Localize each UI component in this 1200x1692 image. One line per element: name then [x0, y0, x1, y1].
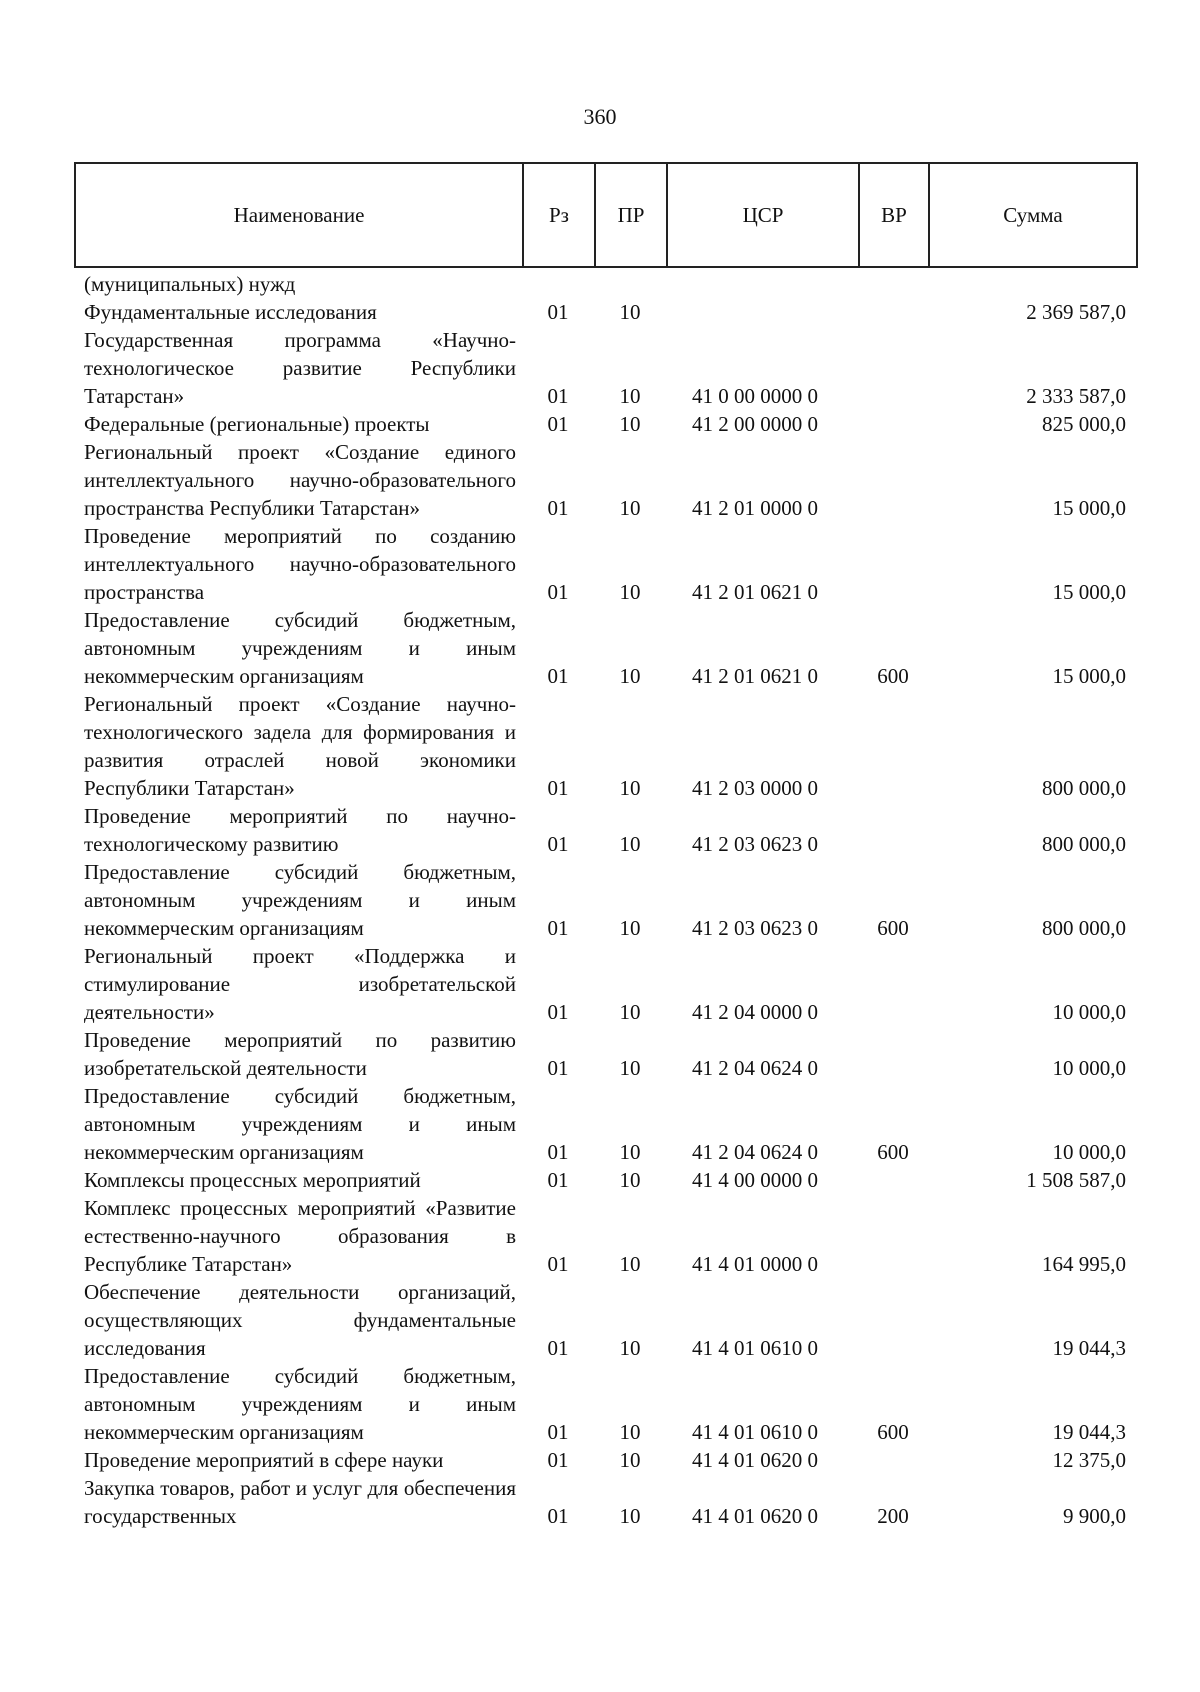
row-vr	[858, 1278, 928, 1362]
row-rz: 01	[547, 1504, 569, 1528]
row-sum: 800 000,0	[1042, 916, 1126, 940]
row-rz: 01	[547, 776, 569, 800]
row-name: Проведение мероприятий в сфере науки	[84, 1448, 444, 1472]
row-name: Проведение мероприятий по развитию изобретательской деятельности	[84, 1028, 516, 1080]
row-vr: 600	[877, 1140, 909, 1164]
table-row	[74, 1278, 1136, 1362]
row-pr: 10	[619, 1252, 641, 1276]
table-row	[74, 270, 1136, 298]
row-rz: 01	[547, 916, 569, 940]
row-csr: 41 2 04 0000 0	[692, 1000, 818, 1024]
row-rz: 01	[547, 580, 569, 604]
table-row	[74, 438, 1136, 522]
table-row	[74, 858, 1136, 942]
header-rz: Рз	[523, 163, 595, 267]
row-pr: 10	[619, 580, 641, 604]
table-row	[74, 326, 1136, 410]
row-rz: 01	[547, 1252, 569, 1276]
row-csr: 41 4 01 0620 0	[692, 1504, 818, 1528]
row-csr: 41 2 03 0623 0	[692, 832, 818, 856]
table-row	[74, 942, 1136, 1026]
table-row	[74, 606, 1136, 690]
row-sum: 2 333 587,0	[1026, 384, 1126, 408]
row-vr	[858, 326, 928, 410]
row-name: Федеральные (региональные) проекты	[84, 412, 430, 436]
row-vr	[858, 942, 928, 1026]
row-csr: 41 2 01 0621 0	[692, 580, 818, 604]
page-number: 360	[583, 104, 617, 129]
row-pr: 10	[619, 664, 641, 688]
row-csr: 41 2 00 0000 0	[692, 412, 818, 436]
header-sum: Сумма	[929, 163, 1137, 267]
header-pr: ПР	[595, 163, 667, 267]
row-vr	[858, 802, 928, 858]
row-rz: 01	[547, 1168, 569, 1192]
row-pr: 10	[619, 496, 641, 520]
row-sum: 10 000,0	[1052, 1140, 1126, 1164]
row-csr: 41 2 01 0621 0	[692, 664, 818, 688]
row-pr: 10	[619, 1336, 641, 1360]
row-csr: 41 2 04 0624 0	[692, 1056, 818, 1080]
row-name: Региональный проект «Поддержка и стимулирование изобретательской деятельности»	[84, 944, 516, 1024]
table-row	[74, 1082, 1136, 1166]
table-row	[74, 1026, 1136, 1082]
row-vr	[858, 410, 928, 438]
row-csr	[666, 298, 858, 326]
row-rz: 01	[547, 1336, 569, 1360]
row-sum: 800 000,0	[1042, 832, 1126, 856]
row-pr: 10	[619, 1140, 641, 1164]
row-csr: 41 2 03 0623 0	[692, 916, 818, 940]
row-pr: 10	[619, 916, 641, 940]
row-name: Проведение мероприятий по созданию интеллектуального научно-образовательного пространства	[84, 524, 516, 604]
row-sum	[928, 270, 1136, 298]
row-csr: 41 0 00 0000 0	[692, 384, 818, 408]
row-vr	[858, 1446, 928, 1474]
row-csr: 41 4 00 0000 0	[692, 1168, 818, 1192]
row-sum: 1 508 587,0	[1026, 1168, 1126, 1192]
row-pr: 10	[619, 1420, 641, 1444]
row-sum: 800 000,0	[1042, 776, 1126, 800]
row-csr: 41 4 01 0000 0	[692, 1252, 818, 1276]
row-rz: 01	[547, 384, 569, 408]
row-rz: 01	[547, 1448, 569, 1472]
row-vr: 600	[877, 1420, 909, 1444]
row-vr: 200	[877, 1504, 909, 1528]
row-vr	[858, 438, 928, 522]
row-vr	[858, 1194, 928, 1278]
row-vr	[858, 298, 928, 326]
table-row	[74, 1446, 1136, 1474]
row-rz: 01	[547, 1420, 569, 1444]
row-pr: 10	[619, 1448, 641, 1472]
row-pr: 10	[619, 776, 641, 800]
row-pr: 10	[619, 300, 641, 324]
row-sum: 19 044,3	[1052, 1336, 1126, 1360]
row-name: (муниципальных) нужд	[84, 272, 296, 296]
row-sum: 825 000,0	[1042, 412, 1126, 436]
row-sum: 15 000,0	[1052, 664, 1126, 688]
budget-table	[74, 270, 1136, 1530]
row-rz: 01	[547, 1000, 569, 1024]
row-vr	[858, 270, 928, 298]
row-rz: 01	[547, 1056, 569, 1080]
row-csr: 41 2 03 0000 0	[692, 776, 818, 800]
table-row	[74, 1474, 1136, 1530]
table-row	[74, 802, 1136, 858]
row-csr: 41 4 01 0610 0	[692, 1420, 818, 1444]
row-pr: 10	[619, 412, 641, 436]
row-vr	[858, 1166, 928, 1194]
row-sum: 9 900,0	[1063, 1504, 1126, 1528]
row-pr	[594, 270, 666, 298]
table-row	[74, 298, 1136, 326]
row-sum: 2 369 587,0	[1026, 300, 1126, 324]
row-pr: 10	[619, 832, 641, 856]
row-name: Региональный проект «Создание научно-технологического задела для формирования и развития отраслей новой экономики Республики Татарстан»	[84, 692, 516, 800]
table-row	[74, 1166, 1136, 1194]
row-sum: 164 995,0	[1042, 1252, 1126, 1276]
row-sum: 10 000,0	[1052, 1056, 1126, 1080]
row-pr: 10	[619, 1056, 641, 1080]
table-row	[74, 410, 1136, 438]
row-rz	[522, 270, 594, 298]
row-rz: 01	[547, 496, 569, 520]
row-name: Фундаментальные исследования	[84, 300, 377, 324]
row-name: Обеспечение деятельности организаций, осуществляющих фундаментальные исследования	[84, 1280, 516, 1360]
row-csr	[666, 270, 858, 298]
row-rz: 01	[547, 1140, 569, 1164]
row-vr	[858, 1026, 928, 1082]
row-vr: 600	[877, 664, 909, 688]
table-row	[74, 690, 1136, 802]
row-sum: 12 375,0	[1052, 1448, 1126, 1472]
row-csr: 41 2 04 0624 0	[692, 1140, 818, 1164]
row-sum: 15 000,0	[1052, 580, 1126, 604]
row-sum: 19 044,3	[1052, 1420, 1126, 1444]
row-csr: 41 4 01 0610 0	[692, 1336, 818, 1360]
row-pr: 10	[619, 1000, 641, 1024]
row-name: Комплексы процессных мероприятий	[84, 1168, 421, 1192]
row-name: Закупка товаров, работ и услуг для обеспечения государственных	[84, 1476, 516, 1528]
row-sum: 15 000,0	[1052, 496, 1126, 520]
row-csr: 41 4 01 0620 0	[692, 1448, 818, 1472]
header-csr: ЦСР	[667, 163, 859, 267]
row-name: Предоставление субсидий бюджетным, автономным учреждениям и иным некоммерческим организациям	[84, 1364, 516, 1444]
table-header	[74, 162, 1138, 268]
row-name: Предоставление субсидий бюджетным, автономным учреждениям и иным некоммерческим организациям	[84, 608, 516, 688]
row-name: Региональный проект «Создание единого интеллектуального научно-образовательного пространства Республики Татарстан»	[84, 440, 516, 520]
header-vr: ВР	[859, 163, 929, 267]
row-vr	[858, 522, 928, 606]
row-rz: 01	[547, 832, 569, 856]
row-name: Предоставление субсидий бюджетным, автономным учреждениям и иным некоммерческим организациям	[84, 860, 516, 940]
table-row	[74, 1362, 1136, 1446]
row-rz: 01	[547, 300, 569, 324]
row-name: Проведение мероприятий по научно-технологическому развитию	[84, 804, 516, 856]
row-pr: 10	[619, 384, 641, 408]
row-vr	[858, 690, 928, 802]
row-vr: 600	[877, 916, 909, 940]
table-row	[74, 1194, 1136, 1278]
row-rz: 01	[547, 412, 569, 436]
row-csr: 41 2 01 0000 0	[692, 496, 818, 520]
row-pr: 10	[619, 1168, 641, 1192]
table-row	[74, 522, 1136, 606]
row-name: Государственная программа «Научно-технологическое развитие Республики Татарстан»	[84, 328, 516, 408]
row-name: Комплекс процессных мероприятий «Развитие естественно-научного образования в Республике Татарстан»	[84, 1196, 516, 1276]
row-rz: 01	[547, 664, 569, 688]
row-name: Предоставление субсидий бюджетным, автономным учреждениям и иным некоммерческим организациям	[84, 1084, 516, 1164]
row-pr: 10	[619, 1504, 641, 1528]
header-name: Наименование	[75, 163, 523, 267]
row-sum: 10 000,0	[1052, 1000, 1126, 1024]
